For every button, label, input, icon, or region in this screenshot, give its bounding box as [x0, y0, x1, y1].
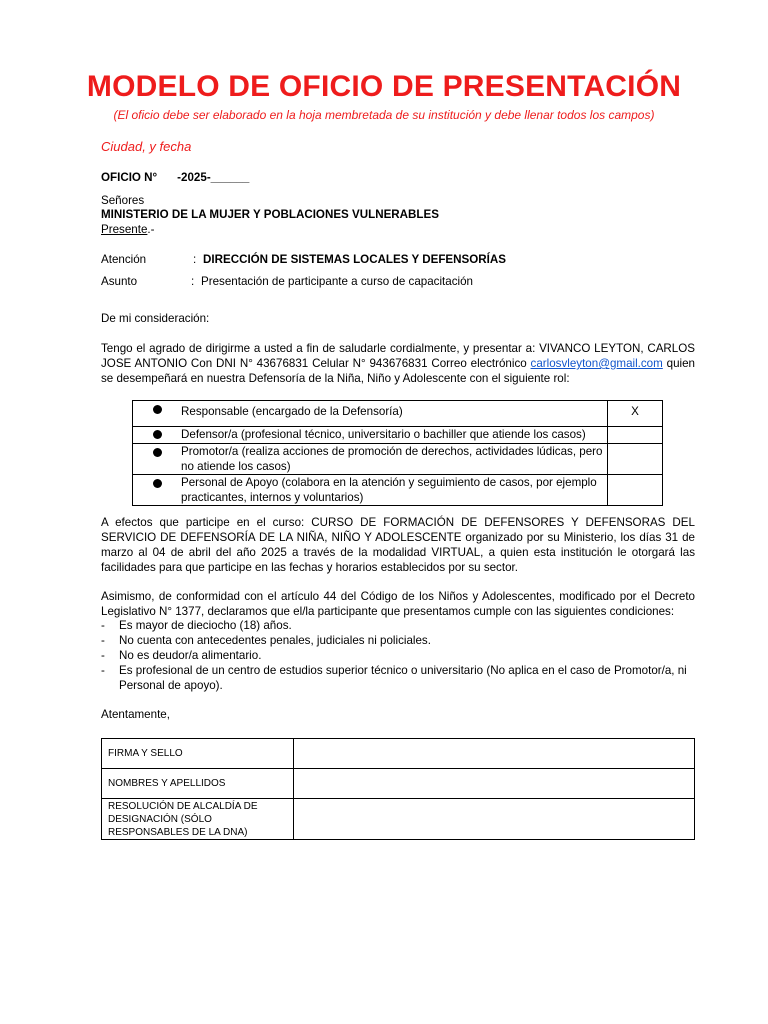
dash-icon: - [101, 649, 105, 662]
list-item [101, 663, 695, 693]
bullet-icon [153, 430, 162, 439]
condition-text: Es mayor de dieciocho (18) años. [119, 619, 292, 632]
dash-icon: - [101, 634, 105, 647]
email-link[interactable]: carlosvleyton@gmail.com [530, 357, 663, 370]
table-row [102, 769, 695, 799]
course-paragraph: A efectos que participe en el curso: CURSO DE FORMACIÓN DE DEFENSORES Y DEFENSORAS DEL SERVICIO DE DEFENSORÍA DE LA NIÑA, NIÑO Y ADOLESCENTE organizado por su Ministerio, los días 31 de marzo al 04 de abril del año 2025 a través de la modalidad VIRTUAL, a quien esta institución le otorgará las facilidades para que participe en las fechas y horarios establecidos por su sector. [101, 516, 695, 574]
signature-label: FIRMA Y SELLO [102, 739, 294, 769]
bullet-icon-cell [133, 444, 182, 475]
resolution-field[interactable] [294, 799, 695, 840]
signature-field[interactable] [294, 739, 695, 769]
presente-line [101, 222, 155, 237]
presente-suffix: .- [147, 223, 155, 236]
bullet-icon-cell [133, 427, 182, 444]
list-item [101, 633, 695, 648]
bullet-icon-cell [133, 401, 182, 427]
closing: Atentamente, [101, 708, 170, 721]
role-label: Responsable (encargado de la Defensoría) [181, 401, 608, 427]
role-mark: X [608, 401, 663, 427]
role-row [133, 444, 663, 475]
conditions-list [101, 618, 695, 693]
dash-icon: - [101, 664, 105, 677]
role-mark [608, 444, 663, 475]
table-row [102, 739, 695, 769]
subject-colon: : [191, 275, 195, 288]
document-title: MODELO DE OFICIO DE PRESENTACIÓN [86, 70, 682, 103]
attention-colon: : [193, 253, 197, 266]
salutation: De mi consideración: [101, 312, 210, 325]
table-row [102, 799, 695, 840]
list-item [101, 648, 695, 663]
subject-value: Presentación de participante a curso de capacitación [201, 275, 473, 288]
role-mark [608, 475, 663, 506]
role-label: Promotor/a (realiza acciones de promoción de derechos, actividades lúdicas, pero no atiende los casos) [181, 444, 608, 475]
oficio-label: OFICIO N° [101, 171, 158, 184]
oficio-line [101, 170, 249, 185]
presente-label: Presente [101, 223, 148, 236]
attention-label: Atención [101, 253, 147, 266]
intro-line-2-end: quien [662, 357, 695, 370]
intro-line-2 [101, 356, 695, 371]
roles-table [132, 400, 663, 506]
condition-text: No es deudor/a alimentario. [119, 649, 262, 662]
institution-name: MINISTERIO DE LA MUJER Y POBLACIONES VULNERABLES [101, 208, 439, 221]
intro-line-2-text: JOSE ANTONIO Con DNI N° 43676831 Celular N° 943676831 Correo electrónico [101, 357, 531, 370]
bullet-icon [153, 405, 162, 414]
conditions-intro: Asimismo, de conformidad con el artículo 44 del Código de los Niños y Adolescentes, modificado por el Decreto Legislativo N° 1377, declaramos que el/la participante que presentamos cumple con las siguientes condiciones: [101, 590, 695, 618]
names-label: NOMBRES Y APELLIDOS [102, 769, 294, 799]
role-label: Defensor/a (profesional técnico, universitario o bachiller que atiende los casos) [181, 427, 608, 444]
role-row [133, 427, 663, 444]
names-field[interactable] [294, 769, 695, 799]
condition-text: Es profesional de un centro de estudios superior técnico o universitario (No aplica en el caso de Promotor/a, ni Personal de apoyo). [119, 664, 687, 692]
intro-line-3: se desempeñará en nuestra Defensoría de la Niña, Niño y Adolescente con el siguiente rol: [101, 372, 570, 385]
document-subtitle: (El oficio debe ser elaborado en la hoja membretada de su institución y debe llenar todos los campos) [113, 108, 655, 122]
condition-text: No cuenta con antecedentes penales, judiciales ni policiales. [119, 634, 431, 647]
intro-line-1: Tengo el agrado de dirigirme a usted a fin de saludarle cordialmente, y presentar a: VIVANCO LEYTON, CARLOS [101, 342, 695, 355]
subject-label: Asunto [101, 275, 138, 288]
bullet-icon [153, 479, 162, 488]
dash-icon: - [101, 619, 105, 632]
role-row [133, 475, 663, 506]
city-date: Ciudad, y fecha [101, 139, 192, 154]
role-row [133, 401, 663, 427]
bullet-icon [153, 448, 162, 457]
bullet-icon-cell [133, 475, 182, 506]
greeting: Señores [101, 194, 145, 207]
signature-table [101, 738, 695, 840]
role-label: Personal de Apoyo (colabora en la atención y seguimiento de casos, por ejemplo practicantes, internos y voluntarios) [181, 475, 608, 506]
list-item [101, 618, 695, 633]
role-mark [608, 427, 663, 444]
attention-value: DIRECCIÓN DE SISTEMAS LOCALES Y DEFENSORÍAS [203, 253, 506, 266]
resolution-label: RESOLUCIÓN DE ALCALDÍA DE DESIGNACIÓN (SÓLO RESPONSABLES DE LA DNA) [102, 799, 294, 840]
oficio-number: -2025-______ [177, 171, 250, 184]
